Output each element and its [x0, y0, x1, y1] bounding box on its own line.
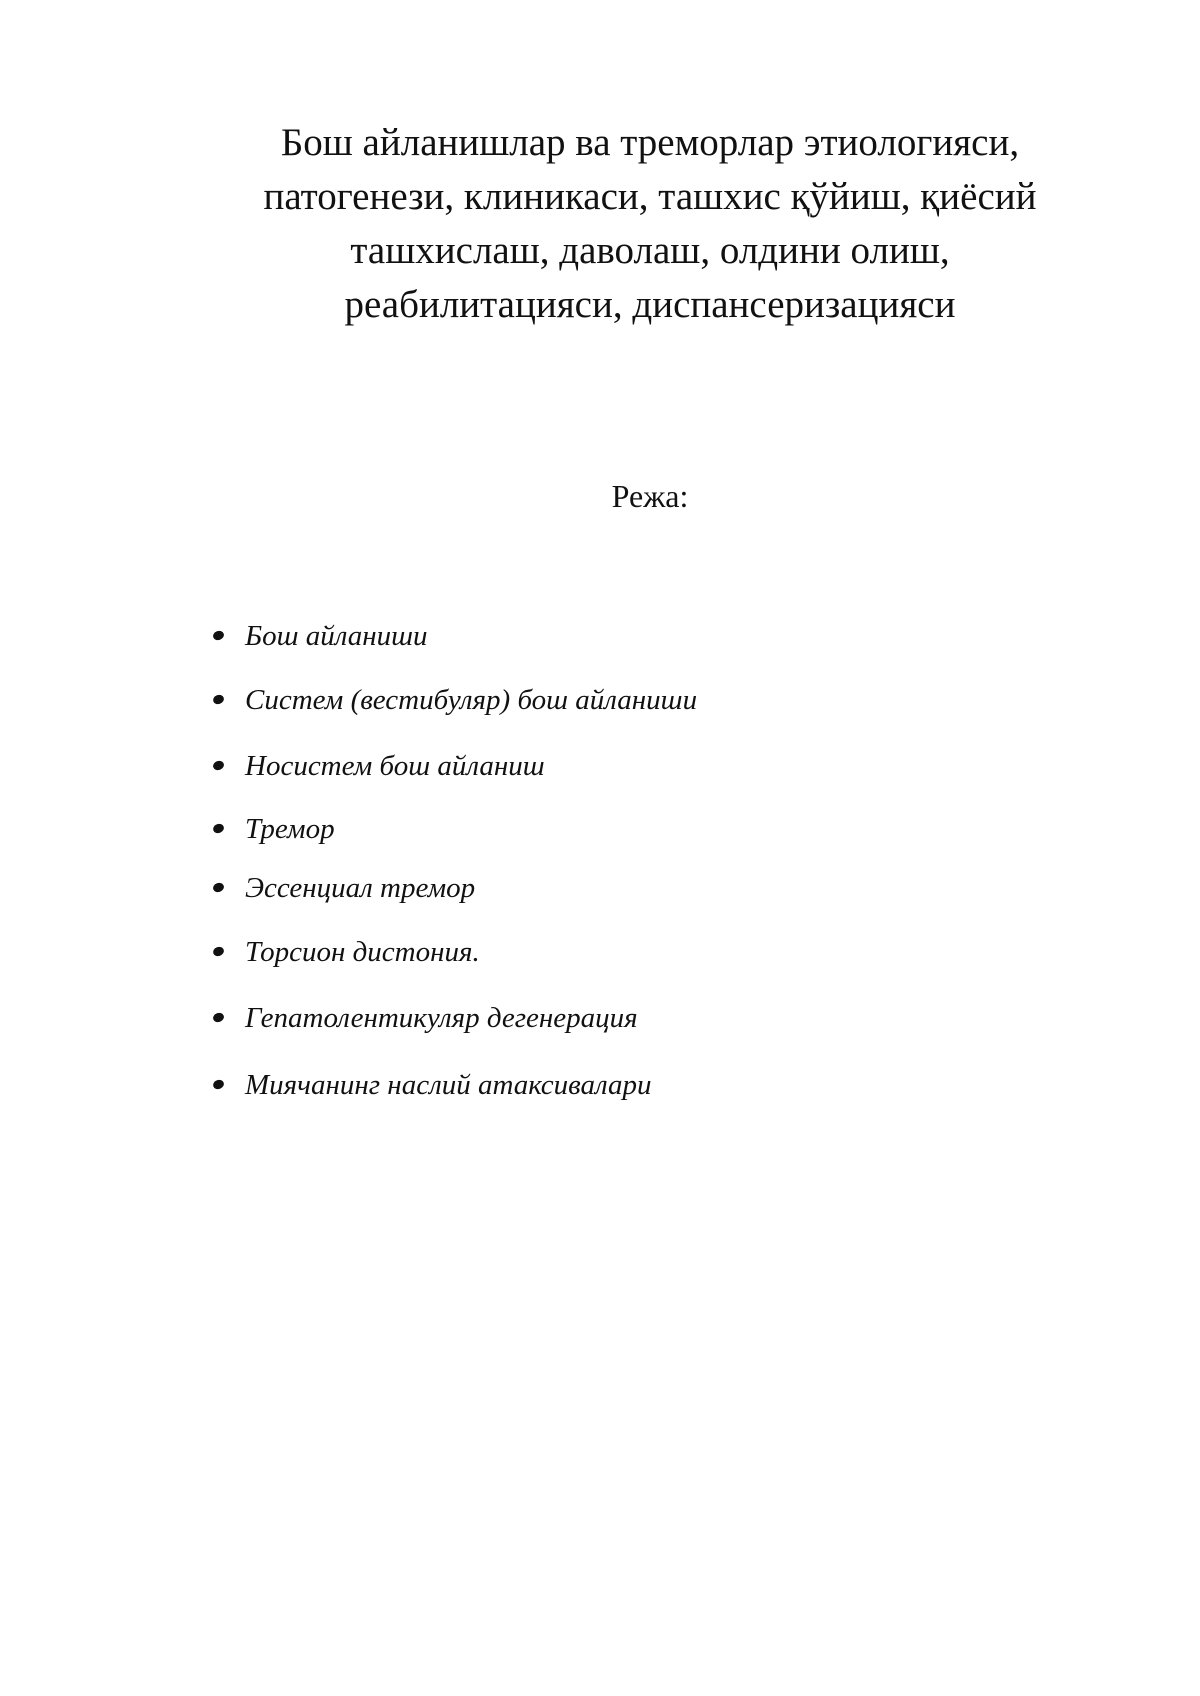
- title-line: реабилитацияси, диспансеризацияси: [344, 283, 956, 326]
- bullet-icon: [212, 1011, 225, 1023]
- plan-item-text: Систем (вестибуляр) бош айланиши: [245, 684, 698, 716]
- plan-heading: Режа:: [611, 478, 689, 514]
- plan-item-text: Носистем бош айланиш: [245, 750, 545, 782]
- bullet-icon: [212, 945, 225, 957]
- plan-item-text: Торсион дистония.: [245, 936, 480, 968]
- bullet-icon: [212, 1078, 225, 1090]
- bullet-icon: [212, 822, 225, 834]
- title-line: Бош айланишлар ва треморлар этиологияси,: [280, 121, 1020, 164]
- plan-item-text: Гепатолентикуляр дегенерация: [245, 1002, 638, 1034]
- plan-item-text: Эссенциал тремор: [245, 872, 476, 904]
- bullet-icon: [212, 629, 225, 641]
- title-line: ташхислаш, даволаш, олдини олиш,: [350, 229, 950, 272]
- plan-item-text: Миячанинг наслий атаксивалари: [245, 1069, 652, 1101]
- plan-item-text: Тремор: [245, 813, 335, 845]
- plan-item-text: Бош айланиши: [245, 620, 428, 652]
- title-line: патогенези, клиникаси, ташхис қўйиш, қиёсий: [263, 175, 1037, 218]
- bullet-icon: [212, 881, 225, 893]
- bullet-icon: [212, 693, 225, 705]
- bullet-icon: [212, 759, 225, 771]
